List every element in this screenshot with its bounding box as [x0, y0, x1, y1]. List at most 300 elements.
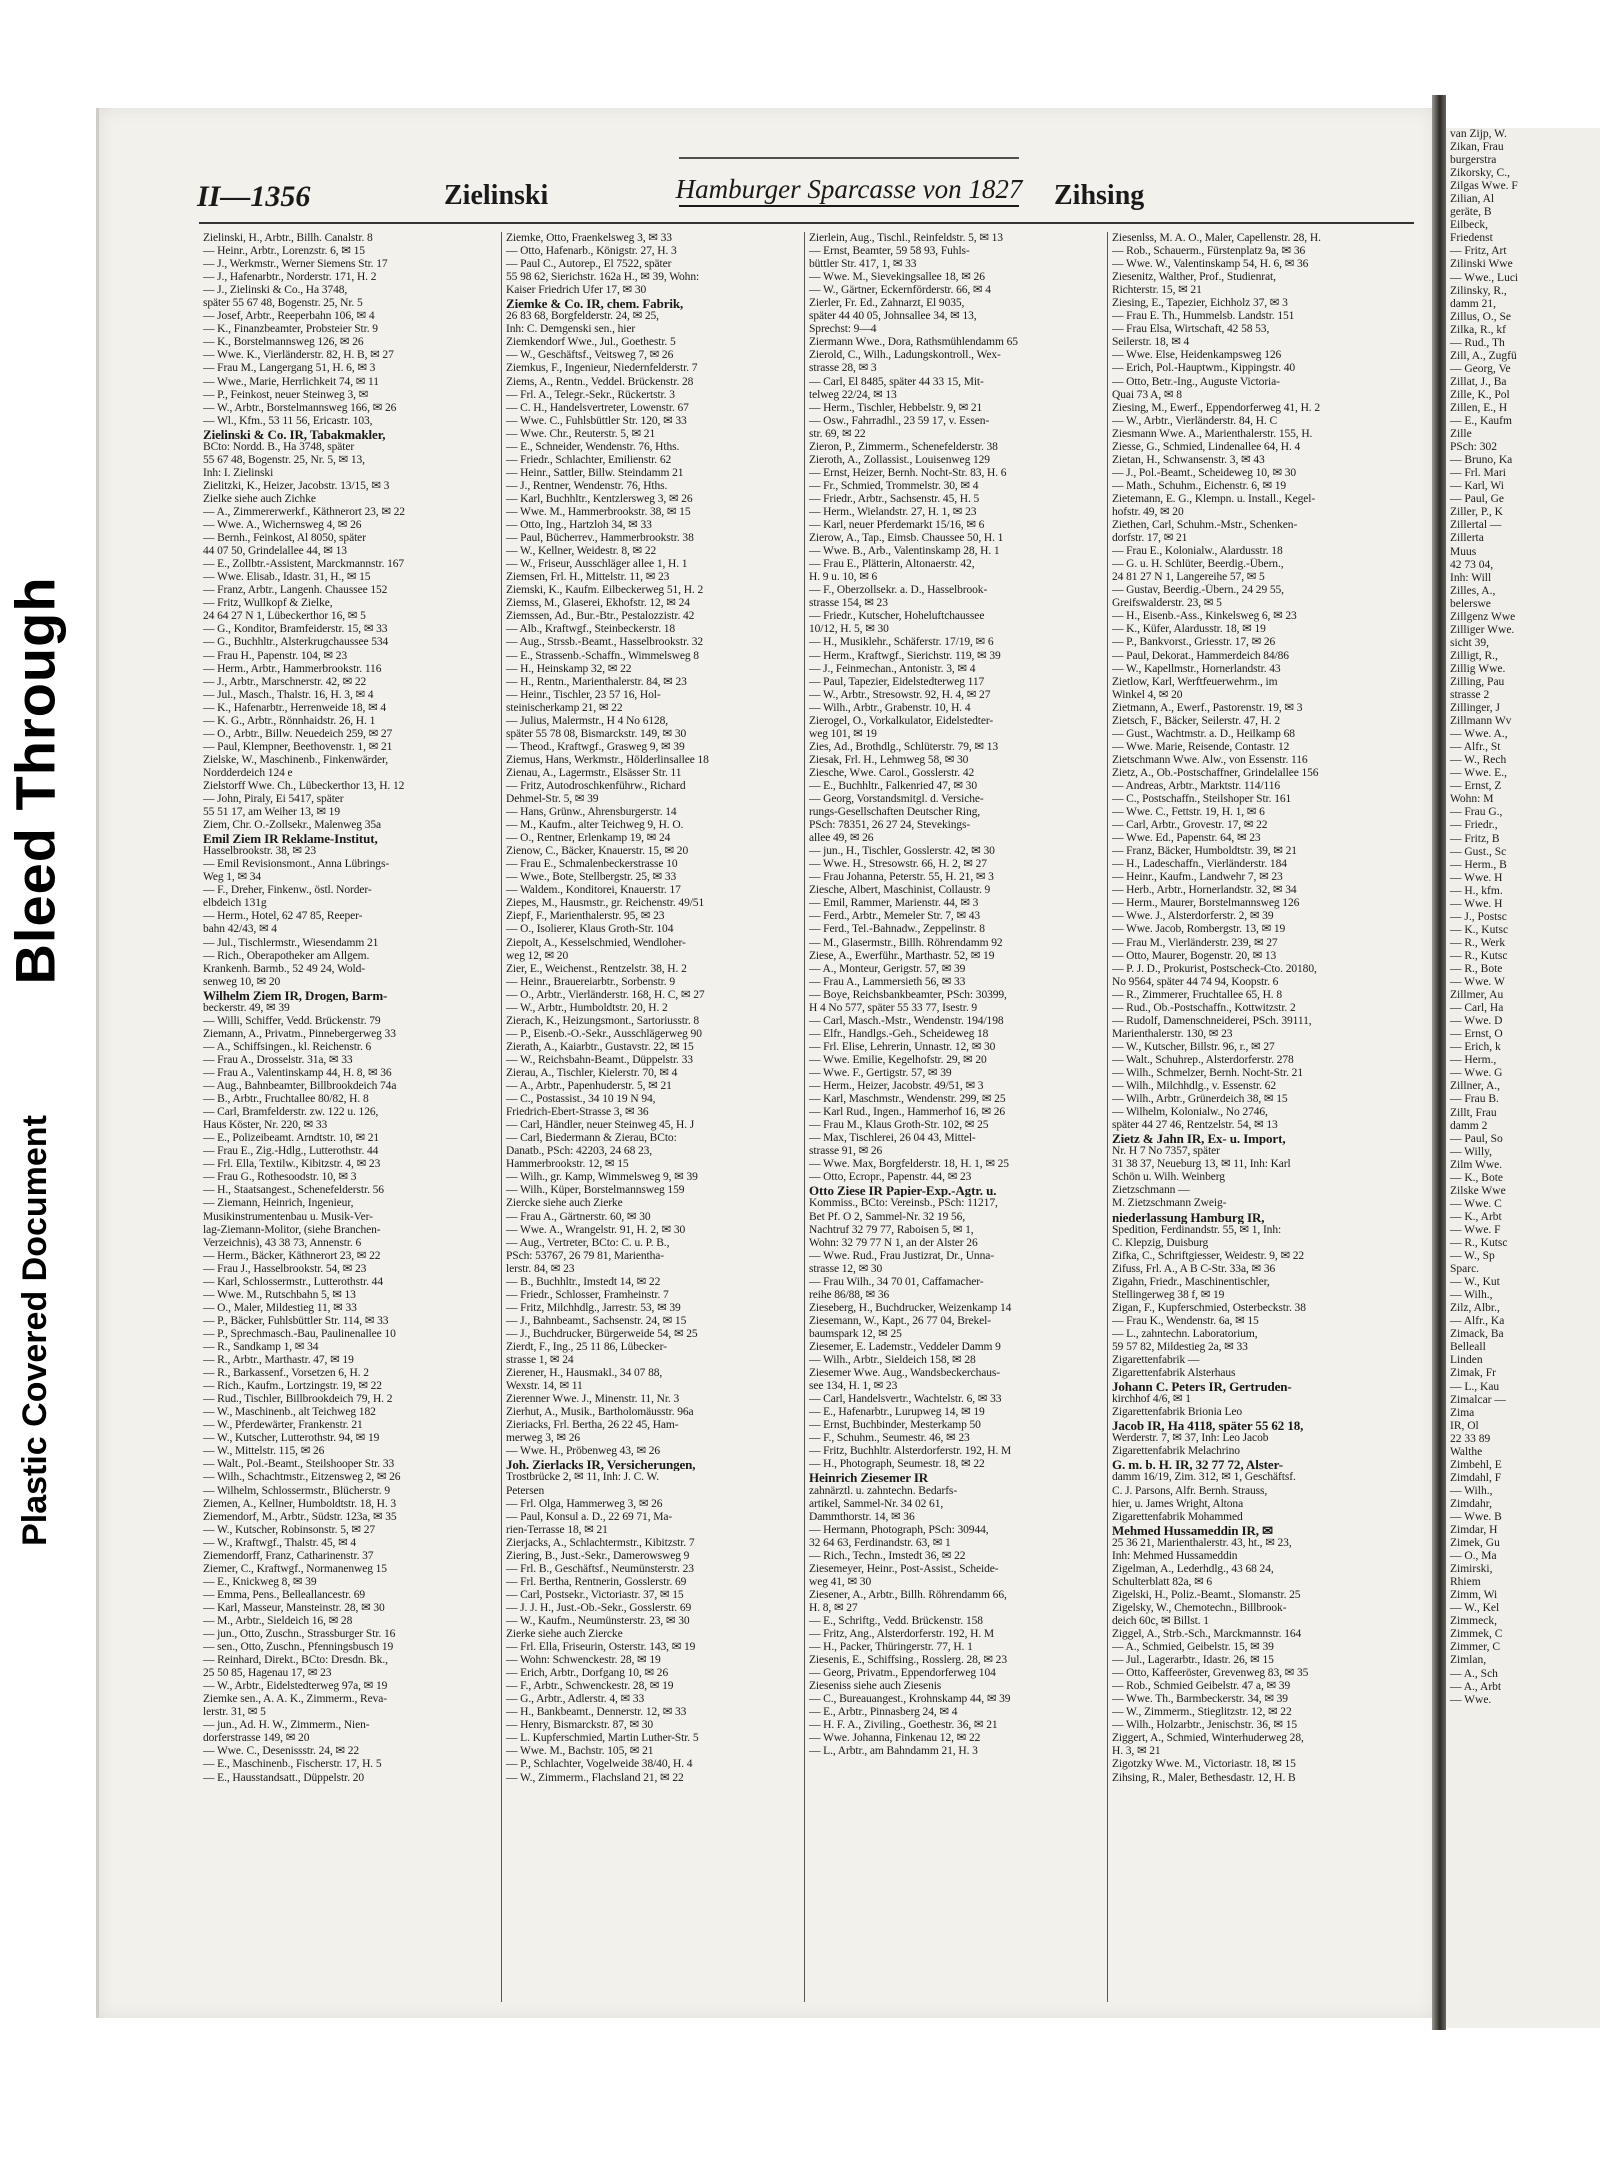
- facing-page-entry: Zimdar, H: [1450, 1524, 1498, 1537]
- facing-page-entry: Zimlan,: [1450, 1654, 1487, 1667]
- directory-entry: — H., Musiklehr., Schäferstr. 17/19, ✉ 6: [809, 636, 994, 649]
- directory-entry: — Otto, Maurer, Bogenstr. 20, ✉ 13: [1112, 949, 1277, 962]
- directory-entry: Zierdt, F., Ing., 25 11 86, Lübecker-: [506, 1340, 667, 1353]
- directory-entry: — P., Schlachter, Vogelweide 38/40, H. 4: [506, 1758, 693, 1771]
- directory-entry: — Wwe. Max, Borgfelderstr. 18, H. 1, ✉ 25: [809, 1158, 1009, 1171]
- directory-entry: Zienow, C., Bäcker, Knauerstr. 15, ✉ 20: [506, 845, 689, 858]
- directory-entry: — Carl, Postsekr., Victoriastr. 37, ✉ 15: [506, 1588, 684, 1601]
- facing-page-entry: Zillig Wwe.: [1450, 662, 1506, 675]
- directory-entry: Zierath, A., Kaiarbtr., Gustavstr. 22, ✉ 15: [506, 1040, 694, 1053]
- bleed-through-label: [0, 520, 70, 1040]
- directory-entry: Ziemendorff, Franz, Catharinenstr. 37: [203, 1549, 374, 1562]
- directory-entry: Ziesse, G., Schmied, Lindenallee 64, H. 4: [1112, 440, 1301, 453]
- directory-entry: Zieriacks, Frl. Bertha, 26 22 45, Ham-: [506, 1419, 679, 1432]
- directory-entry: H 4 No 577, später 55 33 77, Isestr. 9: [809, 1001, 978, 1014]
- directory-entry: Zierenner Wwe. J., Minenstr. 11, Nr. 3: [506, 1393, 680, 1406]
- directory-entry: — Frl. A., Telegr.-Sekr., Rückertstr. 3: [506, 388, 675, 401]
- directory-entry: Nachtruf 32 79 77, Raboisen 5, ✉ 1,: [809, 1223, 974, 1236]
- directory-entry: — Wwe. Elisab., Idastr. 31, H., ✉ 15: [203, 571, 371, 584]
- directory-entry: Ziesenitz, Walther, Prof., Studienrat,: [1112, 271, 1276, 284]
- directory-entry: — W., Pferdewärter, Frankenstr. 21: [203, 1419, 363, 1432]
- facing-page-entry: — Wwe. D: [1450, 1015, 1503, 1028]
- directory-entry: 24 64 27 N 1, Lübeckerthor 16, ✉ 5: [203, 610, 366, 623]
- directory-entry: — C., Postassist., 34 10 19 N 94,: [506, 1093, 656, 1106]
- directory-entry: Ziemssen, Ad., Bur.-Btr., Pestalozzistr. 42: [506, 610, 695, 623]
- directory-entry: bahn 42/43, ✉ 4: [203, 923, 277, 936]
- directory-entry: — Wwe., Bote, Stellbergstr. 25, ✉ 33: [506, 871, 677, 884]
- facing-page-entry: van Zijp, W.: [1450, 128, 1507, 140]
- directory-entry: strasse 12, ✉ 30: [809, 1262, 883, 1275]
- directory-entry: Wexstr. 14, ✉ 11: [506, 1380, 583, 1393]
- directory-entry: — Wwe. H., Pröbenweg 43, ✉ 26: [506, 1445, 661, 1458]
- directory-entry: — E., Buchhltr., Falkenried 47, ✉ 30: [809, 779, 977, 792]
- directory-entry: — Wwe. M., Rutschbahn 5, ✉ 13: [203, 1288, 356, 1301]
- directory-entry: Zigelsky, W., Chemotechn., Billbrook-: [1112, 1601, 1287, 1614]
- directory-entry: Ziggel, A., Strb.-Sch., Marckmannstr. 164: [1112, 1628, 1302, 1641]
- directory-entry: Ziemss, M., Glaserei, Ekhofstr. 12, ✉ 24: [506, 597, 690, 610]
- directory-entry: — C., Postschaffn., Steilshoper Str. 161: [1112, 793, 1292, 806]
- directory-entry: Ziesemer Wwe. Aug., Wandsbeckerchaus-: [809, 1367, 1001, 1380]
- directory-entry: G. m. b. H. IR, 32 77 72, Alster-: [1112, 1458, 1283, 1472]
- directory-entry: — Frau A., Drosselstr. 31a, ✉ 33: [203, 1053, 353, 1066]
- directory-entry: — A., Schiffsingen., kl. Reichenstr. 6: [203, 1040, 372, 1053]
- directory-entry: Johann C. Peters IR, Gertruden-: [1112, 1380, 1292, 1394]
- directory-entry: — Osw., Fahrradhl., 23 59 17, v. Essen-: [809, 414, 990, 427]
- directory-entry: — W., Arbtr., Stresowstr. 92, H. 4, ✉ 27: [809, 688, 991, 701]
- directory-entry: — Wilh., Arbtr., Grabenstr. 10, H. 4: [809, 701, 971, 714]
- directory-entry: Ziesemer, E. Lademstr., Veddeler Damm 9: [809, 1340, 1001, 1353]
- directory-entry: — Fr., Schmied, Trommelstr. 30, ✉ 4: [809, 479, 979, 492]
- directory-entry: — Karl, Buchhltr., Kentzlersweg 3, ✉ 26: [506, 492, 693, 505]
- facing-page-entry: Zimak, Fr: [1450, 1367, 1496, 1380]
- directory-entry: — Heinr., Kaufm., Landwehr 7, ✉ 23: [1112, 871, 1283, 884]
- directory-entry: — Henry, Bismarckstr. 87, ✉ 30: [506, 1719, 654, 1732]
- directory-entry: — G., Arbtr., Adlerstr. 4, ✉ 33: [506, 1693, 645, 1706]
- directory-entry: — W., Arbtr., Vierländerstr. 84, H. C: [1112, 414, 1278, 427]
- facing-page-entry: Zillen, E., H: [1450, 401, 1508, 414]
- directory-entry: C. J. Parsons, Alfr. Bernh. Strauss,: [1112, 1484, 1268, 1497]
- directory-entry: — Math., Schuhm., Eichenstr. 6, ✉ 19: [1112, 479, 1287, 492]
- facing-page-entry: — W., Kut: [1450, 1276, 1500, 1289]
- directory-entry: Verzeichnis), 43 38 73, Annenstr. 6: [203, 1236, 362, 1249]
- directory-entry: — Wwe. F., Gertigstr. 57, ✉ 39: [809, 1067, 952, 1079]
- facing-page-entry: — W., Sp: [1450, 1250, 1495, 1263]
- directory-entry: — Fritz, Wullkopf & Zielke,: [203, 597, 333, 610]
- directory-entry: telweg 22/24, ✉ 13: [809, 388, 897, 401]
- directory-entry: Richterstr. 15, ✉ 21: [1112, 284, 1202, 297]
- directory-page: [96, 108, 1435, 2018]
- directory-entry: — R., Zimmerer, Fruchtallee 65, H. 8: [1112, 988, 1282, 1001]
- directory-entry: Ziepolt, A., Kesselschmied, Wendloher-: [506, 936, 686, 949]
- facing-page-entry: Zilinsky, R.,: [1450, 284, 1507, 297]
- plastic-covered-label: [0, 1050, 70, 1610]
- directory-entry: Zietschmann Wwe. Alw., von Essenstr. 116: [1112, 753, 1308, 766]
- directory-entry: — Bernh., Feinkost, Al 8050, später: [203, 532, 366, 545]
- directory-entry: 44 07 50, Grindelallee 44, ✉ 13: [203, 545, 347, 558]
- directory-entry: — Wwe. A., Wichernsweg 4, ✉ 26: [203, 519, 362, 532]
- directory-entry: — O., Rentner, Erlenkamp 19, ✉ 24: [506, 832, 671, 845]
- facing-page-entry: geräte, B: [1450, 206, 1492, 219]
- directory-entry: — Wwe. Chr., Reuterstr. 5, ✉ 21: [506, 427, 656, 440]
- page-header: [99, 108, 1435, 218]
- directory-entry: Marienthalerstr. 130, ✉ 23: [1112, 1027, 1233, 1040]
- directory-entry: Zigan, F., Kupferschmied, Osterbeckstr. 38: [1112, 1301, 1306, 1314]
- directory-entry: — W., Kutscher, Robinsonstr. 5, ✉ 27: [203, 1523, 376, 1536]
- directory-entry: — Frau E., Schmalenbeckerstrasse 10: [506, 858, 678, 871]
- facing-page-entry: — Wilh.,: [1450, 1289, 1493, 1302]
- facing-page-entry: Wohn: M: [1450, 793, 1494, 806]
- directory-entry: Zifka, C., Schriftgiesser, Weidestr. 9, ✉ 22: [1112, 1249, 1305, 1262]
- directory-entry: — Wwe. M., Bachstr. 105, ✉ 21: [506, 1745, 654, 1758]
- directory-entry: Zierke siehe auch Ziercke: [506, 1628, 623, 1641]
- directory-entry: — A., Arbtr., Papenhuderstr. 5, ✉ 21: [506, 1080, 672, 1093]
- directory-entry: — H., Ladeschaffn., Vierländerstr. 184: [1112, 858, 1287, 871]
- directory-entry: — P., Bäcker, Fuhlsbüttler Str. 114, ✉ 33: [203, 1314, 389, 1327]
- directory-entry: Zierjacks, A., Schlachtermstr., Kibitzstr. 7: [506, 1536, 695, 1549]
- directory-entry: — Fritz, Buchhltr. Alsterdorferstr. 192, H. M: [809, 1445, 1012, 1458]
- facing-page-entry: sicht 39,: [1450, 636, 1489, 649]
- directory-entry: — Otto, Betr.-Ing., Auguste Victoria-: [1112, 375, 1280, 388]
- directory-entry: Danatb., PSch: 42203, 24 68 23,: [506, 1145, 653, 1158]
- directory-entry: allee 49, ✉ 26: [809, 832, 874, 845]
- directory-entry: rien-Terrasse 18, ✉ 21: [506, 1523, 608, 1536]
- directory-entry: Schön u. Wilh. Weinberg: [1112, 1171, 1225, 1184]
- facing-page-entry: — Wwe. G: [1450, 1067, 1503, 1080]
- directory-entry: — jun., H., Tischler, Gosslerstr. 42, ✉ 30: [809, 845, 995, 858]
- directory-entry: — E., Schriftg., Vedd. Brückenstr. 158: [809, 1614, 983, 1627]
- directory-entry: 59 57 82, Mildestieg 2a, ✉ 33: [1112, 1340, 1248, 1353]
- directory-entry: — Rich., Kaufm., Lortzingstr. 19, ✉ 22: [203, 1380, 382, 1393]
- directory-column-1: [199, 232, 502, 2002]
- directory-entry: — W., Kutscher, Lutterothstr. 94, ✉ 19: [203, 1432, 380, 1445]
- facing-page-entry: — Fritz, Art: [1450, 245, 1507, 258]
- directory-entry: — Wwe. B., Arb., Valentinskamp 28, H. 1: [809, 545, 1000, 558]
- directory-entry: — Jul., Lagerarbtr., Idastr. 26, ✉ 15: [1112, 1654, 1274, 1667]
- directory-entry: Zietmann, A., Ewerf., Pastorenstr. 19, ✉ 3: [1112, 701, 1303, 714]
- directory-entry: — J., Feinmechan., Antonistr. 3, ✉ 4: [809, 662, 976, 675]
- directory-entry: — Wwe. A., Wrangelstr. 91, H. 2, ✉ 30: [506, 1223, 686, 1236]
- directory-entry: baumspark 12, ✉ 25: [809, 1327, 902, 1340]
- directory-entry: — John, Piraly, Ei 5417, später: [203, 793, 344, 806]
- facing-page-entry: — Alfr., St: [1450, 741, 1501, 754]
- directory-entry: — F., Arbtr., Schwenckestr. 28, ✉ 19: [506, 1680, 674, 1693]
- directory-entry: Zihsing, R., Maler, Bethesdastr. 12, H. B: [1112, 1771, 1296, 1784]
- directory-entry: Zietan, H., Schwansenstr. 3, ✉ 43: [1112, 453, 1265, 466]
- directory-entry: — Ernst, Heizer, Bernh. Nocht-Str. 83, H. 6: [809, 466, 1007, 479]
- facing-page-entry: — Wwe., Luci: [1450, 271, 1519, 284]
- directory-entry: — Frau E., Plätterin, Altonaerstr. 42,: [809, 558, 975, 571]
- directory-entry: — A., Monteur, Gerigstr. 57, ✉ 39: [809, 962, 966, 975]
- facing-page-entry: Zilliger Wwe.: [1450, 623, 1515, 636]
- directory-entry: — Georg, Vorstandsmitgl. d. Versiche-: [809, 793, 984, 806]
- facing-page-entry: — Ernst, Z: [1450, 780, 1502, 793]
- directory-entry: — J., Werkmstr., Werner Siemens Str. 17: [203, 258, 388, 271]
- facing-page-entry: Eilbeck,: [1450, 219, 1488, 232]
- directory-entry: — Wilh., Holzarbtr., Jenischstr. 36, ✉ 15: [1112, 1719, 1298, 1732]
- facing-page-entry: — Herm.,: [1450, 1054, 1497, 1067]
- directory-entry: — K., Hafenarbtr., Herrenweide 18, ✉ 4: [203, 701, 387, 714]
- directory-entry: Ziemski, K., Kaufm. Eilbeckerweg 51, H. 2: [506, 584, 704, 597]
- directory-entry: — O., Arbtr., Billw. Neuedeich 259, ✉ 27: [203, 727, 393, 740]
- directory-entry: — Herm., Arbtr., Hammerbrookstr. 116: [203, 662, 382, 675]
- directory-entry: — Frl. Ella, Textilw., Kibitzstr. 4, ✉ 23: [203, 1158, 381, 1171]
- directory-entry: — Herm., Bäcker, Käthnerort 23, ✉ 22: [203, 1249, 381, 1262]
- facing-page-entry: — Bruno, Ka: [1450, 454, 1513, 467]
- directory-entry: — F., Dreher, Finkenw., östl. Norder-: [203, 884, 372, 897]
- facing-page-entry: — Willy,: [1450, 1145, 1493, 1158]
- directory-entry: — Friedr., Schlachter, Emilienstr. 62: [506, 453, 672, 466]
- directory-entry: Ziesemeyer, Heinr., Post-Assist., Scheide-: [809, 1562, 999, 1575]
- directory-entry: — Wwe. Johanna, Finkenau 12, ✉ 22: [809, 1732, 981, 1745]
- directory-entry: dorferstrasse 149, ✉ 20: [203, 1732, 310, 1745]
- directory-entry: — Karl, Maschmstr., Wendenstr. 299, ✉ 25: [809, 1093, 1006, 1106]
- directory-entry: Zierener, H., Hausmakl., 34 07 88,: [506, 1367, 663, 1380]
- directory-entry: — Emil Revisionsmont., Anna Lübrings-: [203, 858, 390, 871]
- facing-page-entry: Muus: [1450, 545, 1477, 558]
- facing-page-entry: Ziller, P., K: [1450, 506, 1503, 519]
- directory-entry: M. Zietzschmann Zweig-: [1112, 1197, 1227, 1210]
- directory-entry: — Wwe. K., Vierländerstr. 82, H. B, ✉ 27: [203, 349, 394, 362]
- directory-entry: — Frau K., Wendenstr. 6a, ✉ 15: [1112, 1314, 1259, 1327]
- directory-entry: — W., Kaufm., Neumünsterstr. 23, ✉ 30: [506, 1614, 690, 1627]
- directory-entry: — K., Borstelmannsweg 126, ✉ 26: [203, 336, 364, 349]
- facing-page-entry: — Ernst, O: [1450, 1028, 1503, 1041]
- directory-entry: Ziesing, M., Ewerf., Eppendorferweg 41, H. 2: [1112, 401, 1320, 414]
- directory-entry: — Rudolf, Damenschneiderei, PSch. 39111,: [1112, 1014, 1312, 1027]
- facing-page-entry: burgerstra: [1450, 154, 1497, 167]
- directory-entry: — H., Bankbeamt., Dennerstr. 12, ✉ 33: [506, 1706, 687, 1719]
- facing-page-entry: Zill, A., Zugfü: [1450, 349, 1517, 362]
- facing-page-entry: — W., Rech: [1450, 754, 1507, 767]
- directory-entry: — E., Zollbtr.-Assistent, Marckmannstr. 167: [203, 558, 405, 571]
- facing-page-entry: belerswe: [1450, 597, 1491, 610]
- directory-entry: Ziesing, E., Tapezier, Eichholz 37, ✉ 3: [1112, 297, 1288, 310]
- directory-entry: — Wwe. Th., Barmbeckerstr. 34, ✉ 39: [1112, 1693, 1288, 1706]
- directory-entry: Ziesenlss, M. A. O., Maler, Capellenstr. 28, H.: [1112, 232, 1321, 244]
- directory-entry: — Frl. Bertha, Rentnerin, Gosslerstr. 69: [506, 1575, 687, 1588]
- directory-entry: — P., Eisenb.-O.-Sekr., Ausschlägerweg 90: [506, 1027, 702, 1040]
- directory-entry: — W., Mittelstr. 115, ✉ 26: [203, 1445, 325, 1458]
- directory-entry: — W., Kutscher, Billstr. 96, r., ✉ 27: [1112, 1040, 1275, 1053]
- directory-entry: — Erich, Arbtr., Dorfgang 10, ✉ 26: [506, 1667, 669, 1680]
- facing-page-entry: — Paul, So: [1450, 1132, 1503, 1145]
- directory-entry: — Ernst, Beamter, 59 58 93, Fuhls-: [809, 245, 970, 258]
- directory-entry: weg 12, ✉ 20: [506, 949, 569, 962]
- directory-entry: — Heinr., Sattler, Billw. Steindamm 21: [506, 466, 684, 479]
- directory-entry: — Frl. Elise, Lehrerin, Unnastr. 12, ✉ 30: [809, 1040, 996, 1053]
- directory-entry: — E., Maschinenb., Fischerstr. 17, H. 5: [203, 1758, 382, 1771]
- facing-page-entry: — Herm., B: [1450, 858, 1507, 871]
- directory-entry: — Franz, Arbtr., Langenh. Chaussee 152: [203, 584, 388, 597]
- directory-entry: Inh: C. Demgenski sen., hier: [506, 323, 636, 336]
- directory-entry: Weg 1, ✉ 34: [203, 871, 262, 884]
- directory-entry: Ziesche, Wwe. Carol., Gosslerstr. 42: [809, 766, 975, 779]
- directory-entry: strasse 28, ✉ 3: [809, 362, 877, 375]
- directory-entry: — L., zahntechn. Laboratorium,: [1112, 1327, 1258, 1340]
- directory-entry: — Frau A., Lammersieth 56, ✉ 33: [809, 975, 966, 988]
- directory-entry: Dehmel-Str. 5, ✉ 39: [506, 793, 599, 806]
- bleed-through-text: Bleed Through: [3, 575, 67, 985]
- directory-entry: Zierlein, Aug., Tischl., Reinfeldstr. 5, ✉ 13: [809, 232, 1003, 244]
- directory-entry: Zierach, K., Heizungsmont., Sartoriusstr. 8: [506, 1014, 700, 1027]
- directory-entry: weg 41, ✉ 30: [809, 1575, 872, 1588]
- directory-entry: — M., Glasermstr., Billh. Röhrendamm 92: [809, 936, 1003, 949]
- facing-page-entry: — Frau G.,: [1450, 806, 1503, 819]
- directory-entry: — Frau Johanna, Peterstr. 55, H. 21, ✉ 3: [809, 871, 994, 884]
- directory-entry: lerstr. 84, ✉ 23: [506, 1262, 575, 1275]
- directory-entry: — H., Heinskamp 32, ✉ 22: [506, 662, 632, 675]
- directory-entry: — Frau Elsa, Wirtschaft, 42 58 53,: [1112, 323, 1270, 336]
- directory-entry: PSch: 53767, 26 79 81, Marientha-: [506, 1249, 665, 1262]
- page-number: II—1356: [197, 180, 311, 213]
- directory-entry: — Wilh., Schachtmstr., Eitzensweg 2, ✉ 26: [203, 1471, 401, 1484]
- directory-entry: — Waldem., Konditorei, Knauerstr. 17: [506, 884, 681, 897]
- directory-entry: — Jul., Masch., Thalstr. 16, H. 3, ✉ 4: [203, 688, 374, 701]
- directory-entry: Zietemann, E. G., Klempn. u. Install., Kegel-: [1112, 492, 1316, 505]
- facing-page-entry: Zilligt, R.,: [1450, 649, 1498, 662]
- directory-entry: strasse 154, ✉ 23: [809, 597, 888, 610]
- directory-entry: Wohn: 32 79 77 N 1, an der Alster 26: [809, 1236, 978, 1249]
- facing-page-entry: — J., Postsc: [1450, 910, 1507, 923]
- directory-entry: Ziemendorf, M., Arbtr., Südstr. 123a, ✉ 35: [203, 1510, 397, 1523]
- directory-entry: — J., Bahnbeamt., Sachsenstr. 24, ✉ 15: [506, 1314, 687, 1327]
- directory-entry: — Wwe. Else, Heidenkampsweg 126: [1112, 349, 1282, 362]
- directory-entry: — Herm., Tischler, Hebbelstr. 9, ✉ 21: [809, 401, 983, 414]
- directory-entry: — J., Hafenarbtr., Norderstr. 171, H. 2: [203, 271, 377, 284]
- directory-entry: — O., Arbtr., Vierländerstr. 168, H. C, ✉ 27: [506, 988, 705, 1001]
- directory-entry: — E., Knickweg 8, ✉ 39: [203, 1575, 317, 1588]
- directory-entry: — Friedr., Kutscher, Hoheluftchaussee: [809, 610, 985, 623]
- directory-entry: — P., Feinkost, neuer Steinweg 3, ✉: [203, 388, 369, 401]
- directory-entry: — M., Arbtr., Sieldeich 16, ✉ 28: [203, 1614, 353, 1627]
- directory-entry: Musikinstrumentenbau u. Musik-Ver-: [203, 1210, 373, 1223]
- directory-entry: Zierhut, A., Musik., Bartholomäusstr. 96a: [506, 1406, 694, 1419]
- directory-entry: — Wilh., Arbtr., Grünerdeich 38, ✉ 15: [1112, 1093, 1288, 1106]
- directory-entry: Zielske, W., Maschinenb., Finkenwärder,: [203, 753, 389, 766]
- directory-entry: — Frau M., Vierländerstr. 239, ✉ 27: [1112, 936, 1278, 949]
- directory-column-4: [1108, 232, 1411, 2002]
- directory-entry: H. 3, ✉ 21: [1112, 1745, 1161, 1758]
- directory-entry: 55 67 48, Bogenstr. 25, Nr. 5, ✉ 13,: [203, 453, 365, 466]
- facing-page-entry: — Fritz, B: [1450, 832, 1500, 845]
- directory-entry: Zielitzki, K., Heizer, Jacobstr. 13/15, ✉ 3: [203, 479, 390, 492]
- facing-page-entry: — R., Kutsc: [1450, 949, 1508, 962]
- directory-entry: — Hans, Grünw., Ahrensburgerstr. 14: [506, 806, 677, 819]
- directory-entry: — Herm., Wielandstr. 27, H. 1, ✉ 23: [809, 505, 977, 518]
- directory-entry: Zierogel, O., Vorkalkulator, Eidelstedter-: [809, 714, 994, 727]
- facing-page-entry: Zilian, Al: [1450, 193, 1495, 206]
- directory-entry: — jun., Ad. H. W., Zimmerm., Nien-: [203, 1719, 370, 1732]
- directory-entry: dorfstr. 17, ✉ 21: [1112, 532, 1188, 545]
- facing-page-entry: — Wwe. W: [1450, 976, 1505, 989]
- directory-entry: — G., Konditor, Bramfeiderstr. 15, ✉ 33: [203, 623, 388, 636]
- facing-page-entry: Zimirski,: [1450, 1563, 1493, 1576]
- directory-entry: — Paul, Dekorat., Hammerdeich 84/86: [1112, 649, 1289, 662]
- directory-entry: — Wohn: Schwenckestr. 28, ✉ 19: [506, 1654, 661, 1667]
- facing-page-entry: Zima: [1450, 1406, 1475, 1419]
- directory-entry: merweg 3, ✉ 26: [506, 1432, 581, 1445]
- facing-page-entry: Friedenst: [1450, 232, 1493, 245]
- directory-entry: — W., Zimmerm., Stieglitzstr. 12, ✉ 22: [1112, 1706, 1292, 1719]
- directory-entry: reihe 86/88, ✉ 36: [809, 1288, 890, 1301]
- directory-entry: — Emma, Pens., Belleallancestr. 69: [203, 1588, 366, 1601]
- directory-entry: — L., Arbtr., am Bahndamm 21, H. 3: [809, 1745, 978, 1758]
- directory-entry: — R., Sandkamp 1, ✉ 34: [203, 1340, 319, 1353]
- header-rule: [199, 222, 1414, 224]
- directory-entry: — Herm., Kraftwgf., Sierichstr. 119, ✉ 39: [809, 649, 1001, 662]
- directory-entry: — Rud., Tischler, Billbrookdeich 79, H. 2: [203, 1393, 393, 1406]
- directory-entry: — Carl, Bramfelderstr. zw. 122 u. 126,: [203, 1106, 379, 1119]
- directory-entry: — Boye, Reichsbankbeamter, PSch: 30399,: [809, 988, 1007, 1001]
- directory-entry: — Ernst, Buchbinder, Mesterkamp 50: [809, 1419, 981, 1432]
- directory-entry: Ziesche, Albert, Maschinist, Collaustr. 9: [809, 884, 991, 897]
- facing-page-entry: Sparc.: [1450, 1263, 1480, 1276]
- directory-entry: — Theod., Kraftwgf., Grasweg 9, ✉ 39: [506, 740, 685, 753]
- directory-entry: — Andreas, Arbtr., Marktstr. 114/116: [1112, 779, 1281, 792]
- directory-entry: — W., Arbtr., Borstelmannsweg 166, ✉ 26: [203, 401, 397, 414]
- directory-entry: PSch: 78351, 26 27 24, Stevekings-: [809, 819, 971, 832]
- facing-page-entry: 22 33 89: [1450, 1432, 1491, 1445]
- directory-entry: — Carl, Händler, neuer Steinweg 45, H. J: [506, 1119, 695, 1132]
- directory-entry: — J., Arbtr., Marschnerstr. 42, ✉ 22: [203, 675, 367, 688]
- directory-entry: — J., Pol.-Beamt., Scheideweg 10, ✉ 30: [1112, 466, 1297, 479]
- directory-entry: see 134, H. 1, ✉ 23: [809, 1380, 898, 1393]
- left-keyword: Zielinski: [444, 180, 549, 211]
- facing-page-entry: Zillat, J., Ba: [1450, 375, 1507, 388]
- directory-entry: Zierau, A., Tischler, Kielerstr. 70, ✉ 4: [506, 1067, 678, 1079]
- directory-entry: Ziesenis, E., Schiffsing., Rosslerg. 28, ✉ 23: [809, 1654, 1007, 1667]
- directory-entry: — sen., Otto, Zuschn., Pfenningsbusch 19: [203, 1641, 394, 1654]
- directory-entry: strasse 91, ✉ 26: [809, 1145, 883, 1158]
- directory-entry: — Frau A., Valentinskamp 44, H. 8, ✉ 36: [203, 1067, 392, 1079]
- directory-entry: — R., Arbtr., Marthastr. 47, ✉ 19: [203, 1354, 354, 1367]
- directory-entry: Nordderdeich 124 e: [203, 766, 293, 779]
- directory-entry: — A., Zimmererwerkf., Käthnerort 23, ✉ 22: [203, 505, 405, 518]
- facing-page-entry: Zimalcar —: [1450, 1393, 1506, 1406]
- directory-entry: — Wilh., Arbtr., Sieldeich 158, ✉ 28: [809, 1354, 976, 1367]
- facing-page-entry: — W., Kel: [1450, 1602, 1500, 1615]
- facing-page-entry: — Wwe.: [1450, 1693, 1492, 1706]
- directory-entry: — F., Schuhm., Seumestr. 46, ✉ 23: [809, 1432, 970, 1445]
- facing-page-entry: Zilles, A.,: [1450, 584, 1496, 597]
- directory-entry: — Otto, Kaffeeröster, Grevenweg 83, ✉ 35: [1112, 1667, 1309, 1680]
- directory-entry: — R., Barkassenf., Vorsetzen 6, H. 2: [203, 1367, 369, 1380]
- directory-entry: — E., Schneider, Wendenstr. 76, Hths.: [506, 440, 680, 453]
- directory-entry: Ziethen, Carl, Schuhm.-Mstr., Schenken-: [1112, 519, 1298, 532]
- directory-entry: Zietzschmann —: [1112, 1184, 1190, 1197]
- sparcasse-logo: [639, 146, 1059, 226]
- directory-entry: Ziemkendorf Wwe., Jul., Goethestr. 5: [506, 336, 676, 349]
- directory-entry: — Carl, Handelsvertr., Wachtelstr. 6, ✉ 33: [809, 1393, 1002, 1406]
- facing-page-entry: — R., Bote: [1450, 963, 1503, 975]
- directory-entry: hier, u. James Wright, Altona: [1112, 1497, 1244, 1510]
- directory-columns: [199, 232, 1414, 2002]
- directory-entry: — O., Isolierer, Klaus Groth-Str. 104: [506, 923, 674, 936]
- directory-entry: — Karl, neuer Pferdemarkt 15/16, ✉ 6: [809, 519, 985, 532]
- directory-entry: Ziesak, Frl. H., Lehmweg 58, ✉ 30: [809, 753, 969, 766]
- directory-entry: — W., Maschinenb., alt Teichweg 182: [203, 1406, 376, 1419]
- directory-entry: Ziering, B., Just.-Sekr., Damerowsweg 9: [506, 1549, 690, 1562]
- directory-entry: H. 9 u. 10, ✉ 6: [809, 571, 878, 584]
- directory-entry: 25 36 21, Marienthalerstr. 43, ht., ✉ 23,: [1112, 1536, 1292, 1549]
- directory-entry: — Carl, Biedermann & Zierau, BCto:: [506, 1132, 677, 1145]
- directory-entry: — J., Zielinski & Co., Ha 3748,: [203, 284, 348, 297]
- directory-entry: — Aug., Vertreter, BCto: C. u. P. B.,: [506, 1236, 670, 1249]
- directory-entry: 55 51 17, am Weiher 13, ✉ 19: [203, 806, 340, 819]
- directory-entry: Zigarettenfabrik Mohammed: [1112, 1510, 1243, 1523]
- directory-entry: Zienau, A., Lagermstr., Elsässer Str. 11: [506, 766, 682, 779]
- directory-entry: 10/12, H. 5, ✉ 30: [809, 623, 889, 636]
